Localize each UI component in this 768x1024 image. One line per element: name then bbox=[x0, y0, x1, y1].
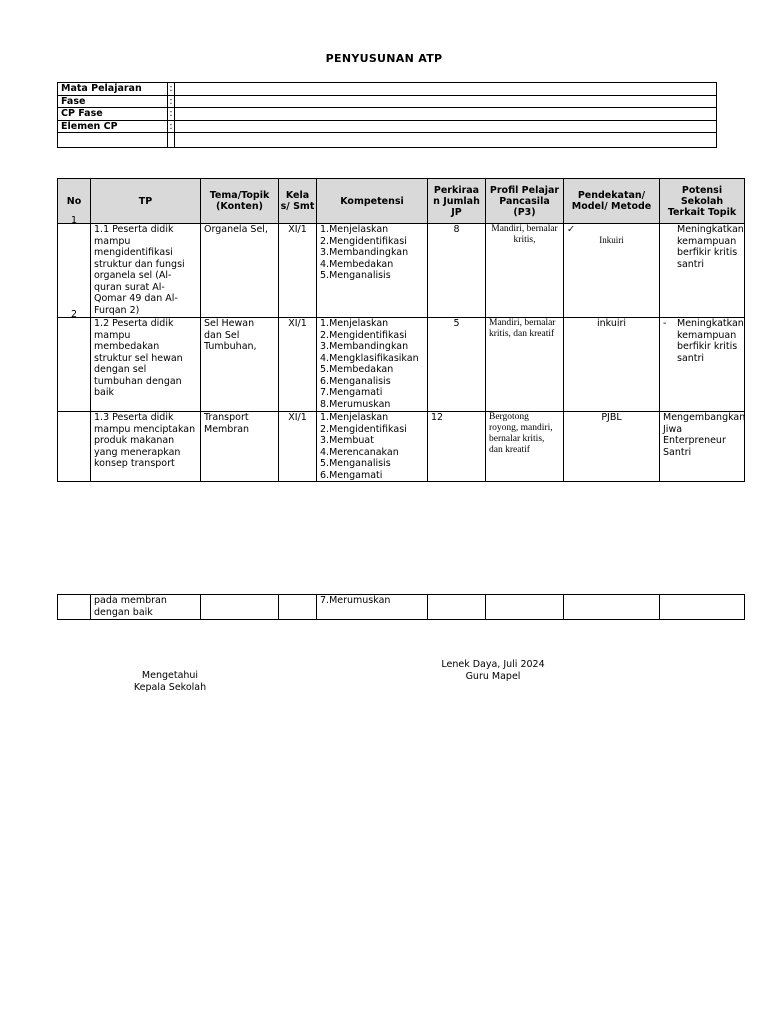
kompetensi-item: 5.Menganalisis bbox=[320, 458, 391, 469]
cell-tema: Organela Sel, bbox=[201, 224, 279, 318]
info-row bbox=[58, 133, 717, 148]
info-label: Elemen CP bbox=[58, 120, 168, 133]
cell-kompetensi bbox=[317, 224, 428, 318]
cell-profil: Bergotong royong, mandiri, bernalar kritis, dan kreatif bbox=[486, 412, 564, 482]
signature-right-line1: Lenek Daya, Juli 2024 bbox=[441, 659, 545, 670]
table-header-row bbox=[58, 179, 745, 224]
cell-profil: Mandiri, bernalar kritis, dan kreatif bbox=[486, 318, 564, 412]
kompetensi-item: 5.Membedakan bbox=[320, 364, 394, 375]
kompetensi-item: 4.Mengklasifikasikan bbox=[320, 352, 419, 364]
table-row bbox=[58, 412, 745, 482]
kompetensi-item: 5.Menganalisis bbox=[320, 270, 391, 281]
header-tema: Tema/Topik (Konten) bbox=[201, 179, 279, 224]
kompetensi-item: 2.Mengidentifikasi bbox=[320, 235, 407, 247]
signature-left-line1: Mengetahui bbox=[141, 670, 199, 681]
header-profil: Profil Pelajar Pancasila (P3) bbox=[486, 179, 564, 224]
info-value bbox=[175, 133, 717, 148]
cell-pendekatan bbox=[564, 224, 660, 318]
page-title: PENYUSUNAN ATP bbox=[325, 52, 443, 65]
info-colon: : bbox=[169, 120, 173, 132]
info-table bbox=[57, 82, 717, 148]
info-row bbox=[58, 83, 717, 96]
cell-no bbox=[58, 595, 91, 620]
cell-tema: Transport Membran bbox=[201, 412, 279, 482]
cell-kelas: XI/1 bbox=[279, 412, 317, 482]
info-colon: : bbox=[169, 108, 173, 119]
kompetensi-item: 8.Merumuskan bbox=[320, 398, 391, 410]
kompetensi-list bbox=[320, 224, 424, 282]
kompetensi-item: 4.Membedakan bbox=[320, 258, 394, 270]
continuation-table bbox=[57, 594, 745, 620]
row-number: 1 bbox=[70, 214, 78, 226]
cell-tp: 1.2 Peserta didik mampu membedakan struktur sel hewan dengan sel tumbuhan dengan baik bbox=[91, 318, 201, 412]
info-value bbox=[175, 83, 717, 96]
cell-no bbox=[58, 412, 91, 482]
info-value bbox=[175, 120, 717, 133]
cell-kompetensi bbox=[317, 318, 428, 412]
pendekatan-value: Inkuiri bbox=[599, 235, 624, 245]
cell-potensi bbox=[660, 412, 745, 482]
signature-left-line2: Kepala Sekolah bbox=[133, 681, 207, 693]
header-no: No bbox=[58, 179, 91, 224]
potensi-value: Mengembangkan Jiwa Enterpreneur Santri bbox=[663, 412, 746, 458]
cell-no bbox=[58, 214, 91, 318]
header-kompetensi: Kompetensi bbox=[317, 179, 428, 224]
cell-tema: Sel Hewan dan Sel Tumbuhan, bbox=[201, 318, 279, 412]
info-row bbox=[58, 108, 717, 121]
info-colon: : bbox=[169, 95, 173, 107]
table-row bbox=[58, 224, 745, 318]
info-label: Fase bbox=[58, 95, 168, 108]
info-value bbox=[175, 108, 717, 121]
cell-pendekatan bbox=[564, 318, 660, 412]
atp-table bbox=[57, 178, 745, 482]
header-tp: TP bbox=[91, 179, 201, 224]
header-potensi: Potensi Sekolah Terkait Topik bbox=[660, 179, 745, 224]
cell-jp: 8 bbox=[428, 224, 486, 318]
info-row bbox=[58, 120, 717, 133]
kompetensi-item: 2.Mengidentifikasi bbox=[320, 329, 407, 341]
potensi-value: Meningkatkan kemampuan berfikir kritis santri bbox=[677, 224, 744, 270]
cell-profil bbox=[486, 595, 564, 620]
kompetensi-item: 3.Membandingkan bbox=[320, 341, 409, 352]
cell-no bbox=[58, 308, 91, 412]
potensi-value: Meningkatkan kemampuan berfikir kritis santri bbox=[677, 318, 744, 364]
cell-potensi bbox=[660, 224, 745, 318]
info-label: CP Fase bbox=[58, 108, 168, 121]
cell-kompetensi: 7.Merumuskan bbox=[317, 595, 428, 620]
signature-right bbox=[418, 659, 568, 682]
kompetensi-item: 3.Membuat bbox=[320, 435, 374, 446]
kompetensi-item: 1.Menjelaskan bbox=[320, 318, 389, 329]
cell-jp: 5 bbox=[428, 318, 486, 412]
pendekatan-value: PJBL bbox=[601, 412, 622, 423]
kompetensi-item: 3.Membandingkan bbox=[320, 247, 409, 258]
cell-tp: 1.1 Peserta didik mampu mengidentifikasi struktur dan fungsi organela sel (Al-quran surat Al-Qomar 49 dan Al-Furqan 2) bbox=[91, 224, 201, 318]
row-number: 2 bbox=[70, 308, 78, 320]
info-label bbox=[58, 133, 168, 148]
cell-profil: Mandiri, bernalar kritis, bbox=[486, 224, 564, 318]
cell-kelas: XI/1 bbox=[279, 224, 317, 318]
kompetensi-list bbox=[320, 318, 424, 410]
header-kelas: Kela s/ Smt bbox=[279, 179, 317, 224]
cell-kelas: XI/1 bbox=[279, 318, 317, 412]
cell-potensi bbox=[660, 318, 745, 412]
header-pendekatan: Pendekatan/ Model/ Metode bbox=[564, 179, 660, 224]
header-jp: Perkiraa n Jumlah JP bbox=[428, 179, 486, 224]
kompetensi-item: 6.Mengamati bbox=[320, 469, 383, 481]
kompetensi-item: 1.Menjelaskan bbox=[320, 224, 389, 235]
cell-kelas bbox=[279, 595, 317, 620]
check-icon: ✓ bbox=[567, 224, 575, 235]
cell-kompetensi bbox=[317, 412, 428, 482]
info-row bbox=[58, 95, 717, 108]
kompetensi-item: 6.Menganalisis bbox=[320, 375, 391, 387]
info-value bbox=[175, 95, 717, 108]
potensi-dash bbox=[663, 224, 677, 270]
cell-jp bbox=[428, 595, 486, 620]
table-row bbox=[58, 318, 745, 412]
cell-tp: 1.3 Peserta didik mampu menciptakan produk makanan yang menerapkan konsep transport bbox=[91, 412, 201, 482]
cell-potensi bbox=[660, 595, 745, 620]
cell-pendekatan bbox=[564, 595, 660, 620]
info-colon: : bbox=[169, 83, 173, 94]
kompetensi-item: 1.Menjelaskan bbox=[320, 412, 389, 423]
kompetensi-item: 2.Mengidentifikasi bbox=[320, 423, 407, 435]
kompetensi-item: 7.Mengamati bbox=[320, 387, 383, 398]
cell-jp: 12 bbox=[428, 412, 486, 482]
cell-pendekatan bbox=[564, 412, 660, 482]
kompetensi-item: 4.Merencanakan bbox=[320, 446, 399, 458]
potensi-dash: - bbox=[663, 318, 667, 329]
signature-right-line2: Guru Mapel bbox=[465, 670, 521, 682]
kompetensi-list bbox=[320, 412, 424, 481]
table-row bbox=[58, 595, 745, 620]
signature-left bbox=[110, 670, 230, 693]
cell-tp: pada membran dengan baik bbox=[91, 595, 201, 620]
pendekatan-value: inkuiri bbox=[596, 318, 627, 329]
info-label: Mata Pelajaran bbox=[58, 83, 168, 96]
info-colon bbox=[168, 133, 175, 148]
cell-tema bbox=[201, 595, 279, 620]
